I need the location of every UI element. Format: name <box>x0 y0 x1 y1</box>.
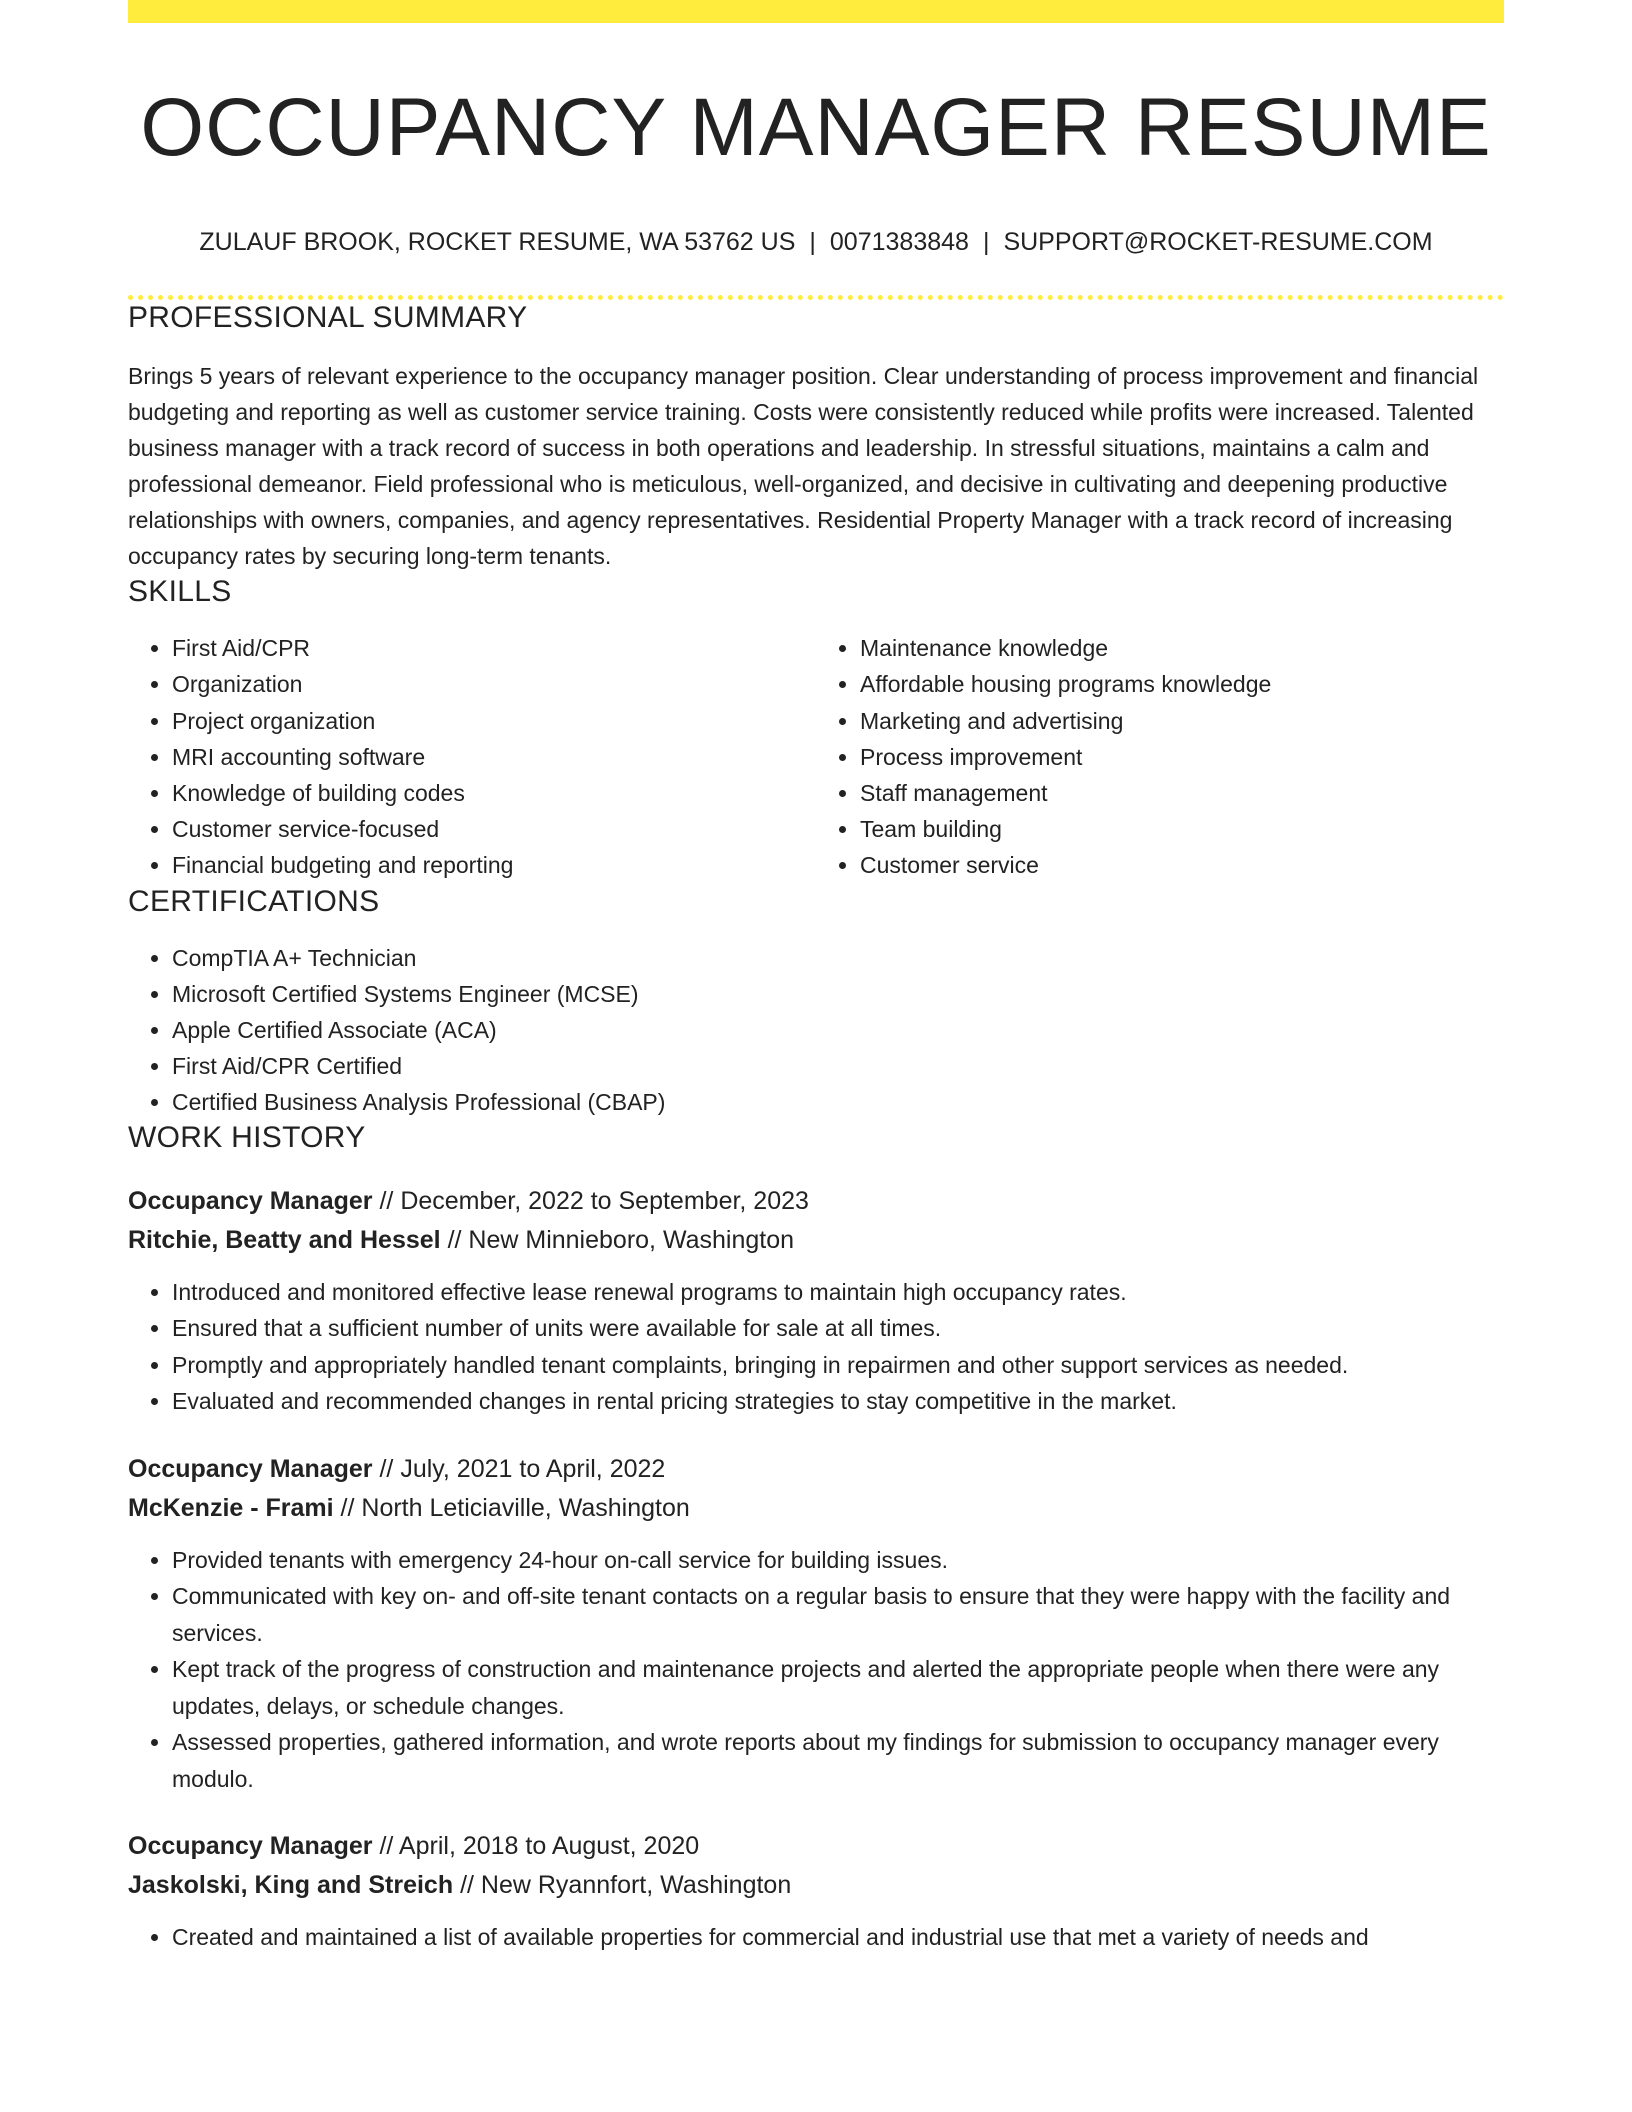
job-entry <box>128 1450 1504 1798</box>
job-bullet: • Created and maintained a list of available properties for commercial and industrial use that met a variety of needs and <box>172 1919 1504 1956</box>
skills-grid <box>128 630 1504 883</box>
job-bullet: • Promptly and appropriately handled tenant complaints, bringing in repairmen and other support services as needed. <box>172 1347 1504 1384</box>
certification-item: • First Aid/CPR Certified <box>172 1048 1504 1084</box>
certifications-list <box>128 940 1504 1120</box>
skill-item: • Affordable housing programs knowledge <box>860 666 1504 702</box>
skill-item: • MRI accounting software <box>172 739 816 775</box>
resume-page <box>128 0 1504 1956</box>
contact-separator: | <box>809 228 816 257</box>
job-location: // North Leticiaville, Washington <box>333 1493 690 1522</box>
skill-item: • Team building <box>860 811 1504 847</box>
contact-email: SUPPORT@ROCKET-RESUME.COM <box>1003 228 1433 257</box>
job-company-line <box>128 1866 1504 1905</box>
skill-item: • Customer service-focused <box>172 811 816 847</box>
contact-line <box>128 227 1504 257</box>
job-bullets <box>128 1919 1504 1956</box>
job-bullet: • Introduced and monitored effective lease renewal programs to maintain high occupancy rates. <box>172 1274 1504 1311</box>
certifications-heading: CERTIFICATIONS <box>128 884 380 918</box>
job-title: Occupancy Manager <box>128 1454 373 1483</box>
job-location: // New Ryannfort, Washington <box>453 1871 792 1900</box>
job-bullets <box>128 1542 1504 1798</box>
job-company-line <box>128 1489 1504 1528</box>
job-bullet: • Kept track of the progress of construction and maintenance projects and alerted the appropriate people when there were any updates, delays, or schedule changes. <box>172 1651 1504 1724</box>
skills-list-left <box>128 630 816 883</box>
job-company: Jaskolski, King and Streich <box>128 1871 454 1900</box>
skill-item: • Organization <box>172 666 816 702</box>
job-company: Ritchie, Beatty and Hessel <box>128 1225 441 1254</box>
job-dates: // December, 2022 to September, 2023 <box>372 1186 809 1215</box>
job-bullet: • Assessed properties, gathered information, and wrote reports about my findings for submission to occupancy manager every modulo. <box>172 1724 1504 1797</box>
skill-item: • First Aid/CPR <box>172 630 816 666</box>
job-bullets <box>128 1274 1504 1420</box>
job-title-line <box>128 1450 1504 1489</box>
summary-text: Brings 5 years of relevant experience to the occupancy manager position. Clear understanding of process improvement and financial budgeting and reporting as well as customer service training. Costs were consistently reduced while profits were increased. Talented business manager with a track record of success in both operations and leadership. In stressful situations, maintains a calm and professional demeanor. Field professional who is meticulous, well-organized, and decisive in cultivating and deepening productive relationships with owners, companies, and agency representatives. Residential Property Manager with a track record of increasing occupancy rates by securing long-term tenants. <box>128 363 1479 570</box>
job-title-line <box>128 1182 1504 1221</box>
job-entry <box>128 1827 1504 1956</box>
skill-item: • Process improvement <box>860 739 1504 775</box>
resume-title: OCCUPANCY MANAGER RESUME <box>140 82 1492 173</box>
skill-item: • Financial budgeting and reporting <box>172 847 816 883</box>
certification-item: • Certified Business Analysis Professional (CBAP) <box>172 1084 1504 1120</box>
certification-item: • Apple Certified Associate (ACA) <box>172 1012 1504 1048</box>
job-bullet: • Ensured that a sufficient number of units were available for sale at all times. <box>172 1310 1504 1347</box>
job-location: // New Minnieboro, Washington <box>440 1225 795 1254</box>
skill-item: • Staff management <box>860 775 1504 811</box>
certification-item: • CompTIA A+ Technician <box>172 940 1504 976</box>
job-title: Occupancy Manager <box>128 1186 373 1215</box>
work-history-heading: WORK HISTORY <box>128 1120 366 1154</box>
skills-heading: SKILLS <box>128 575 232 609</box>
job-company: McKenzie - Frami <box>128 1493 334 1522</box>
contact-address: ZULAUF BROOK, ROCKET RESUME, WA 53762 US <box>199 228 796 257</box>
job-bullet: • Evaluated and recommended changes in rental pricing strategies to stay competitive in the market. <box>172 1383 1504 1420</box>
contact-separator: | <box>982 228 990 257</box>
contact-phone: 0071383848 <box>829 228 969 257</box>
skill-item: • Knowledge of building codes <box>172 775 816 811</box>
skill-item: • Customer service <box>860 847 1504 883</box>
skill-item: • Marketing and advertising <box>860 703 1504 739</box>
certification-item: • Microsoft Certified Systems Engineer (MCSE) <box>172 976 1504 1012</box>
job-company-line <box>128 1221 1504 1260</box>
top-accent-bar <box>128 0 1504 23</box>
skill-item: • Project organization <box>172 703 816 739</box>
summary-heading: PROFESSIONAL SUMMARY <box>128 301 528 335</box>
job-entry <box>128 1182 1504 1420</box>
job-dates: // July, 2021 to April, 2022 <box>372 1454 666 1483</box>
job-bullet: • Provided tenants with emergency 24-hour on-call service for building issues. <box>172 1542 1504 1579</box>
job-title: Occupancy Manager <box>128 1832 373 1861</box>
job-title-line <box>128 1827 1504 1866</box>
job-dates: // April, 2018 to August, 2020 <box>372 1832 700 1861</box>
job-bullet: • Communicated with key on- and off-site tenant contacts on a regular basis to ensure that they were happy with the facility and services. <box>172 1578 1504 1651</box>
skill-item: • Maintenance knowledge <box>860 630 1504 666</box>
skills-list-right <box>816 630 1504 883</box>
